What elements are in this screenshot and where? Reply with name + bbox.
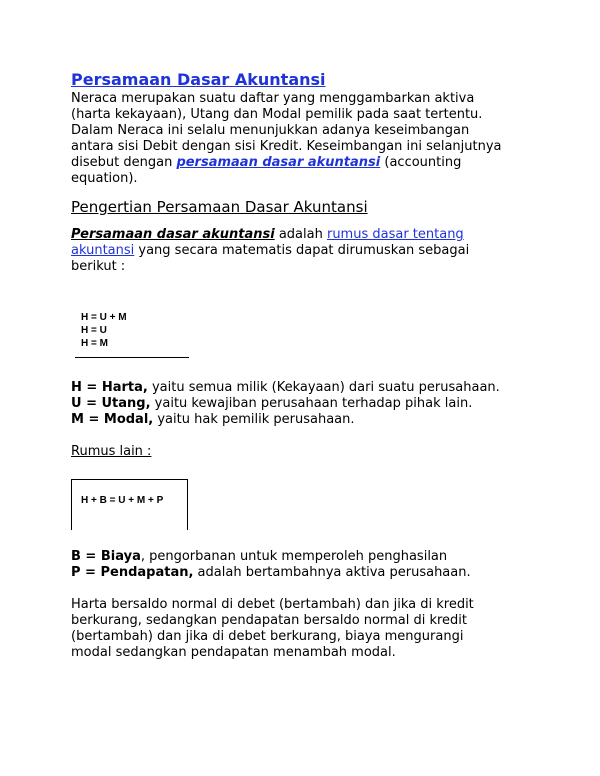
term-item xyxy=(71,549,541,565)
definition-paragraph xyxy=(71,227,541,275)
term-label: M = Modal, xyxy=(71,412,154,427)
definition-line: berikut : xyxy=(71,259,126,274)
formula-text: H + B = U + M + P xyxy=(81,495,164,506)
term-label: B = Biaya xyxy=(71,549,141,564)
definition-text: adalah xyxy=(274,227,327,242)
intro-paragraph xyxy=(71,91,541,187)
term-list xyxy=(71,380,541,428)
intro-line: (harta kekayaan), Utang dan Modal pemilik pada saat tertentu. xyxy=(71,107,483,122)
page-title-link[interactable]: Persamaan Dasar Akuntansi xyxy=(71,70,326,89)
persamaan-link[interactable]: persamaan dasar akuntansi xyxy=(176,155,381,170)
intro-line: equation). xyxy=(71,171,138,186)
closing-line: (bertambah) dan jika di debet berkurang, biaya mengurangi xyxy=(71,629,464,644)
rumus-dasar-link[interactable]: rumus dasar tentang xyxy=(326,227,464,242)
definition-term: Persamaan dasar akuntansi xyxy=(71,227,275,242)
closing-line: modal sedangkan pendapatan menambah modal. xyxy=(71,645,396,660)
term-label: H = Harta, xyxy=(71,380,148,395)
term-desc: yaitu hak pemilik perusahaan. xyxy=(153,412,355,427)
closing-line: Harta bersaldo normal di debet (bertambah) dan jika di kredit xyxy=(71,597,474,612)
term-item xyxy=(71,380,541,396)
term-item xyxy=(71,412,541,428)
formula-line: H = U + M xyxy=(81,312,127,323)
intro-line xyxy=(71,155,541,171)
formula-line: H = M xyxy=(81,338,108,349)
rumus-lain-label: Rumus lain : xyxy=(71,444,152,459)
term-desc: adalah bertambahnya aktiva perusahaan. xyxy=(193,565,471,580)
term-list-2 xyxy=(71,549,541,581)
definition-line xyxy=(71,243,541,259)
rumus-dasar-link[interactable]: akuntansi xyxy=(71,243,135,258)
intro-text: disebut dengan xyxy=(71,155,177,170)
intro-text: (accounting xyxy=(380,155,462,170)
term-label: U = Utang, xyxy=(71,396,151,411)
term-item xyxy=(71,565,541,581)
formula-image xyxy=(81,311,127,350)
closing-line: berkurang, sedangkan pendapatan bersaldo normal di kredit xyxy=(71,613,468,628)
term-desc: yaitu kewajiban perusahaan terhadap pihak lain. xyxy=(150,396,473,411)
definition-line xyxy=(71,227,541,243)
intro-line: Neraca merupakan suatu daftar yang menggambarkan aktiva xyxy=(71,91,475,106)
term-label: P = Pendapatan, xyxy=(71,565,194,580)
closing-paragraph xyxy=(71,597,541,661)
intro-line: antara sisi Debit dengan sisi Kredit. Keseimbangan ini selanjutnya xyxy=(71,139,502,154)
divider-line xyxy=(75,357,189,358)
formula-box xyxy=(71,479,188,530)
term-desc: , pengorbanan untuk memperoleh penghasilan xyxy=(140,549,448,564)
term-item xyxy=(71,396,541,412)
formula-line: H = U xyxy=(81,325,107,336)
section-heading: Pengertian Persamaan Dasar Akuntansi xyxy=(71,198,368,216)
term-desc: yaitu semua milik (Kekayaan) dari suatu perusahaan. xyxy=(147,380,500,395)
intro-line: Dalam Neraca ini selalu menunjukkan adanya keseimbangan xyxy=(71,123,470,138)
definition-text: yang secara matematis dapat dirumuskan sebagai xyxy=(134,243,470,258)
